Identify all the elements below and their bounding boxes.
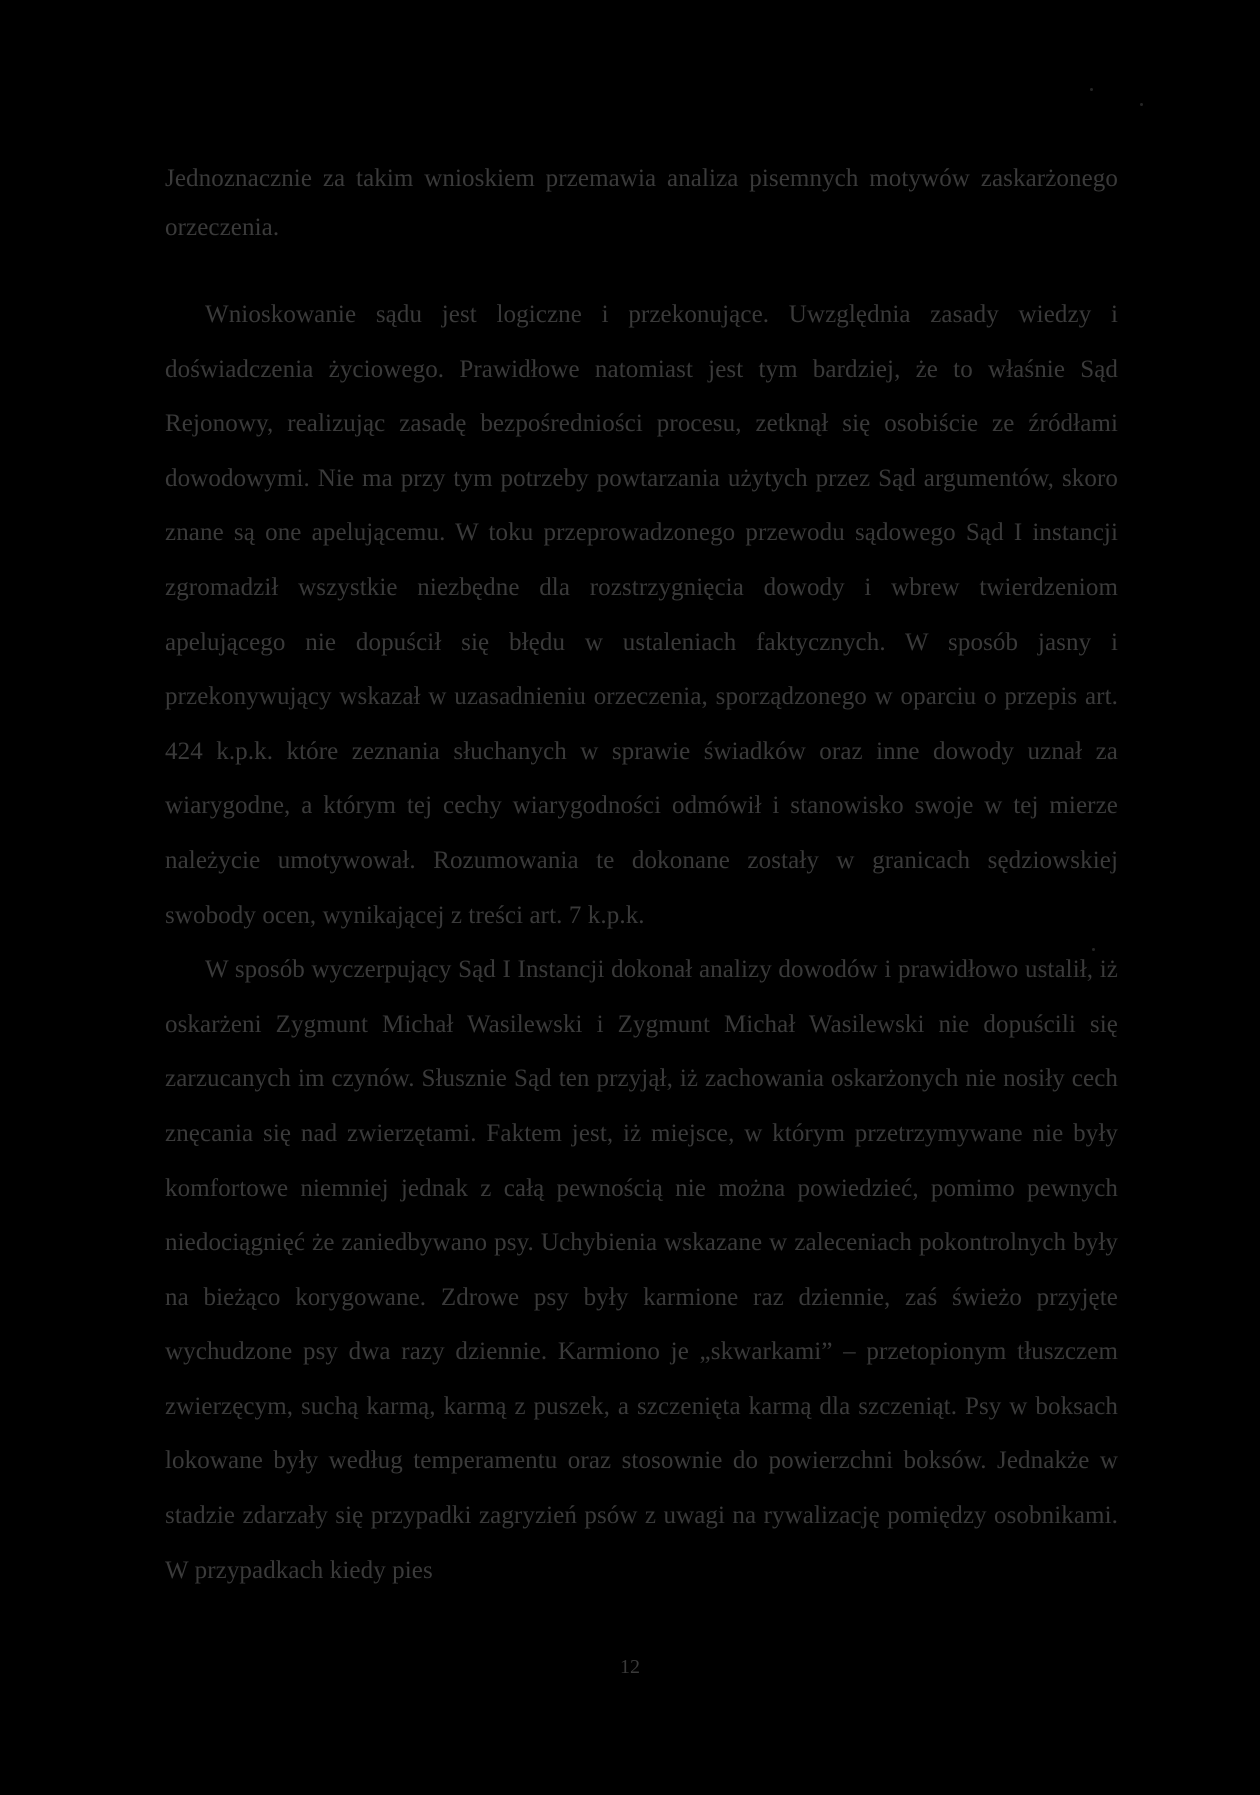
scan-speck <box>1090 88 1093 91</box>
opening-paragraph-block <box>165 154 1118 252</box>
scan-speck <box>1140 103 1143 106</box>
paragraph-3: W sposób wyczerpujący Sąd I Instancji dokonał analizy dowodów i prawidłowo ustalił, iż oskarżeni Zygmunt Michał Wasilewski i Zygmunt Michał Wasilewski nie dopuścili się zarzucanych im czynów. Słusznie Sąd ten przyjął, iż zachowania oskarżonych nie nosiły cech znęcania się nad zwierzętami. Faktem jest, iż miejsce, w którym przetrzymywane nie były komfortowe niemniej jednak z całą pewnością nie można powiedzieć, pomimo pewnych niedociągnięć że zaniedbywano psy. Uchybienia wskazane w zaleceniach pokontrolnych były na bieżąco korygowane. Zdrowe psy były karmione raz dziennie, zaś świeżo przyjęte wychudzone psy dwa razy dziennie. Karmiono je „skwarkami” – przetopionym tłuszczem zwierzęcym, suchą karmą, karmą z puszek, a szczenięta karmą dla szczeniąt. Psy w boksach lokowane były według temperamentu oraz stosownie do powierzchni boksów. Jednakże w stadzie zdarzały się przypadki zagryzień psów z uwagi na rywalizację pomiędzy osobnikami. W przypadkach kiedy pies <box>165 956 1118 1584</box>
body-text-block <box>165 288 1118 1598</box>
paragraph-2: Wnioskowanie sądu jest logiczne i przekonujące. Uwzględnia zasady wiedzy i doświadczenia życiowego. Prawidłowe natomiast jest tym bardziej, że to właśnie Sąd Rejonowy, realizując zasadę bezpośredniości procesu, zetknął się osobiście ze źródłami dowodowymi. Nie ma przy tym potrzeby powtarzania użytych przez Sąd argumentów, skoro znane są one apelującemu. W toku przeprowadzonego przewodu sądowego Sąd I instancji zgromadził wszystkie niezbędne dla rozstrzygnięcia dowody i wbrew twierdzeniom apelującego nie dopuścił się błędu w ustaleniach faktycznych. W sposób jasny i przekonywujący wskazał w uzasadnieniu orzeczenia, sporządzonego w oparciu o przepis art. 424 k.p.k. które zeznania słuchanych w sprawie świadków oraz inne dowody uznał za wiarygodne, a którym tej cechy wiarygodności odmówił i stanowisko swoje w tej mierze należycie umotywował. Rozumowania te dokonane zostały w granicach sędziowskiej swobody ocen, wynikającej z treści art. 7 k.p.k. <box>165 301 1118 929</box>
page-number: 12 <box>620 1656 640 1678</box>
paragraph-1: Jednoznacznie za takim wnioskiem przemawia analiza pisemnych motywów zaskarżonego orzeczenia. <box>165 165 1118 241</box>
